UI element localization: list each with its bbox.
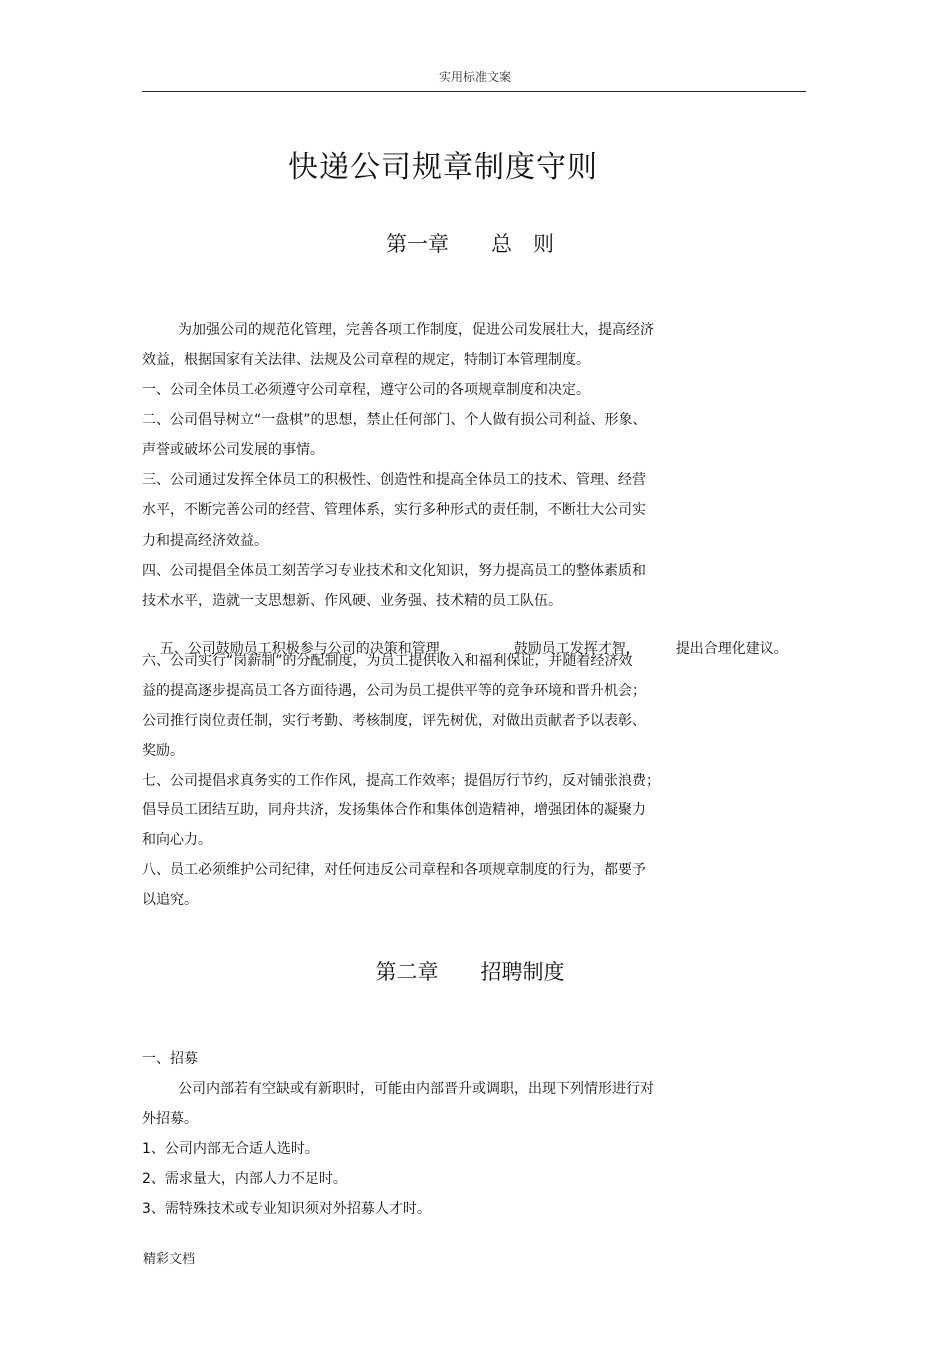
line-segment: 五、公司鼓励员工积极参与公司的决策和管理， <box>159 641 454 657</box>
page-footer: 精彩文档 <box>143 1252 196 1267</box>
paragraph-line: 二、公司倡导树立“一盘棋”的思想，禁止任何部门、个人做有损公司利益、形象、 <box>142 412 647 428</box>
header-text: 实用标准文案 <box>438 70 511 84</box>
line-segment: 鼓励员工发挥才智， <box>513 641 640 657</box>
paragraph-line: 公司推行岗位责任制，实行考勤、考核制度，评先树优，对做出贡献者予以表彰、 <box>142 713 646 729</box>
paragraph-line: 三、公司通过发挥全体员工的积极性、创造性和提高全体员工的技术、管理、经营 <box>142 472 646 488</box>
header-rule <box>142 91 806 92</box>
list-item: 2、需求量大，内部人力不足时。 <box>142 1171 347 1187</box>
paragraph-line: 声誉或破坏公司发展的事情。 <box>142 442 324 458</box>
paragraph-line: 技术水平，造就一支思想新、作风硬、业务强、技术精的员工队伍。 <box>142 593 562 609</box>
paragraph-line: 八、员工必须维护公司纪律，对任何违反公司章程和各项规章制度的行为，都要予 <box>142 862 646 878</box>
paragraph-line: 一、公司全体员工必须遵守公司章程，遵守公司的各项规章制度和决定。 <box>142 382 590 398</box>
paragraph-line: 水平，不断完善公司的经营、管理体系，实行多种形式的责任制，不断壮大公司实 <box>142 502 646 518</box>
paragraph-line: 六、公司实行“岗薪制”的分配制度，为员工提供收入和福利保证，并随着经济效 <box>142 653 633 669</box>
paragraph-line: 为加强公司的规范化管理，完善各项工作制度，促进公司发展壮大，提高经济 <box>178 322 654 338</box>
document-title: 快递公司规章制度守则 <box>288 150 598 186</box>
chapter-2-heading: 第二章 招聘制度 <box>375 960 565 984</box>
line-segment: 提出合理化建议。 <box>675 641 788 657</box>
paragraph-line: 奖励。 <box>142 743 184 759</box>
paragraph-line: 力和提高经济效益。 <box>142 533 268 549</box>
paragraph-line: 外招募。 <box>142 1111 198 1127</box>
paragraph-line: 效益，根据国家有关法律、法规及公司章程的规定，特制订本管理制度。 <box>142 352 590 368</box>
paragraph-line: 益的提高逐步提高员工各方面待遇，公司为员工提供平等的竞争环境和晋升机会； <box>142 683 646 699</box>
chapter-1-heading: 第一章 总 则 <box>386 232 554 256</box>
list-item: 3、需特殊技术或专业知识须对外招募人才时。 <box>142 1201 431 1217</box>
section-heading: 一、招募 <box>142 1051 198 1067</box>
paragraph-line: 倡导员工团结互助，同舟共济，发扬集体合作和集体创造精神，增强团体的凝聚力 <box>142 802 646 818</box>
paragraph-line: 公司内部若有空缺或有新职时，可能由内部晋升或调职，出现下列情形进行对 <box>178 1081 654 1097</box>
paragraph-line: 四、公司提倡全体员工刻苦学习专业技术和文化知识，努力提高员工的整体素质和 <box>142 563 646 579</box>
list-item: 1、公司内部无合适人选时。 <box>142 1141 319 1157</box>
paragraph-line: 以追究。 <box>142 892 198 908</box>
paragraph-line: 七、公司提倡求真务实的工作作风，提高工作效率；提倡厉行节约，反对铺张浪费； <box>142 773 660 789</box>
paragraph-line: 和向心力。 <box>142 832 212 848</box>
